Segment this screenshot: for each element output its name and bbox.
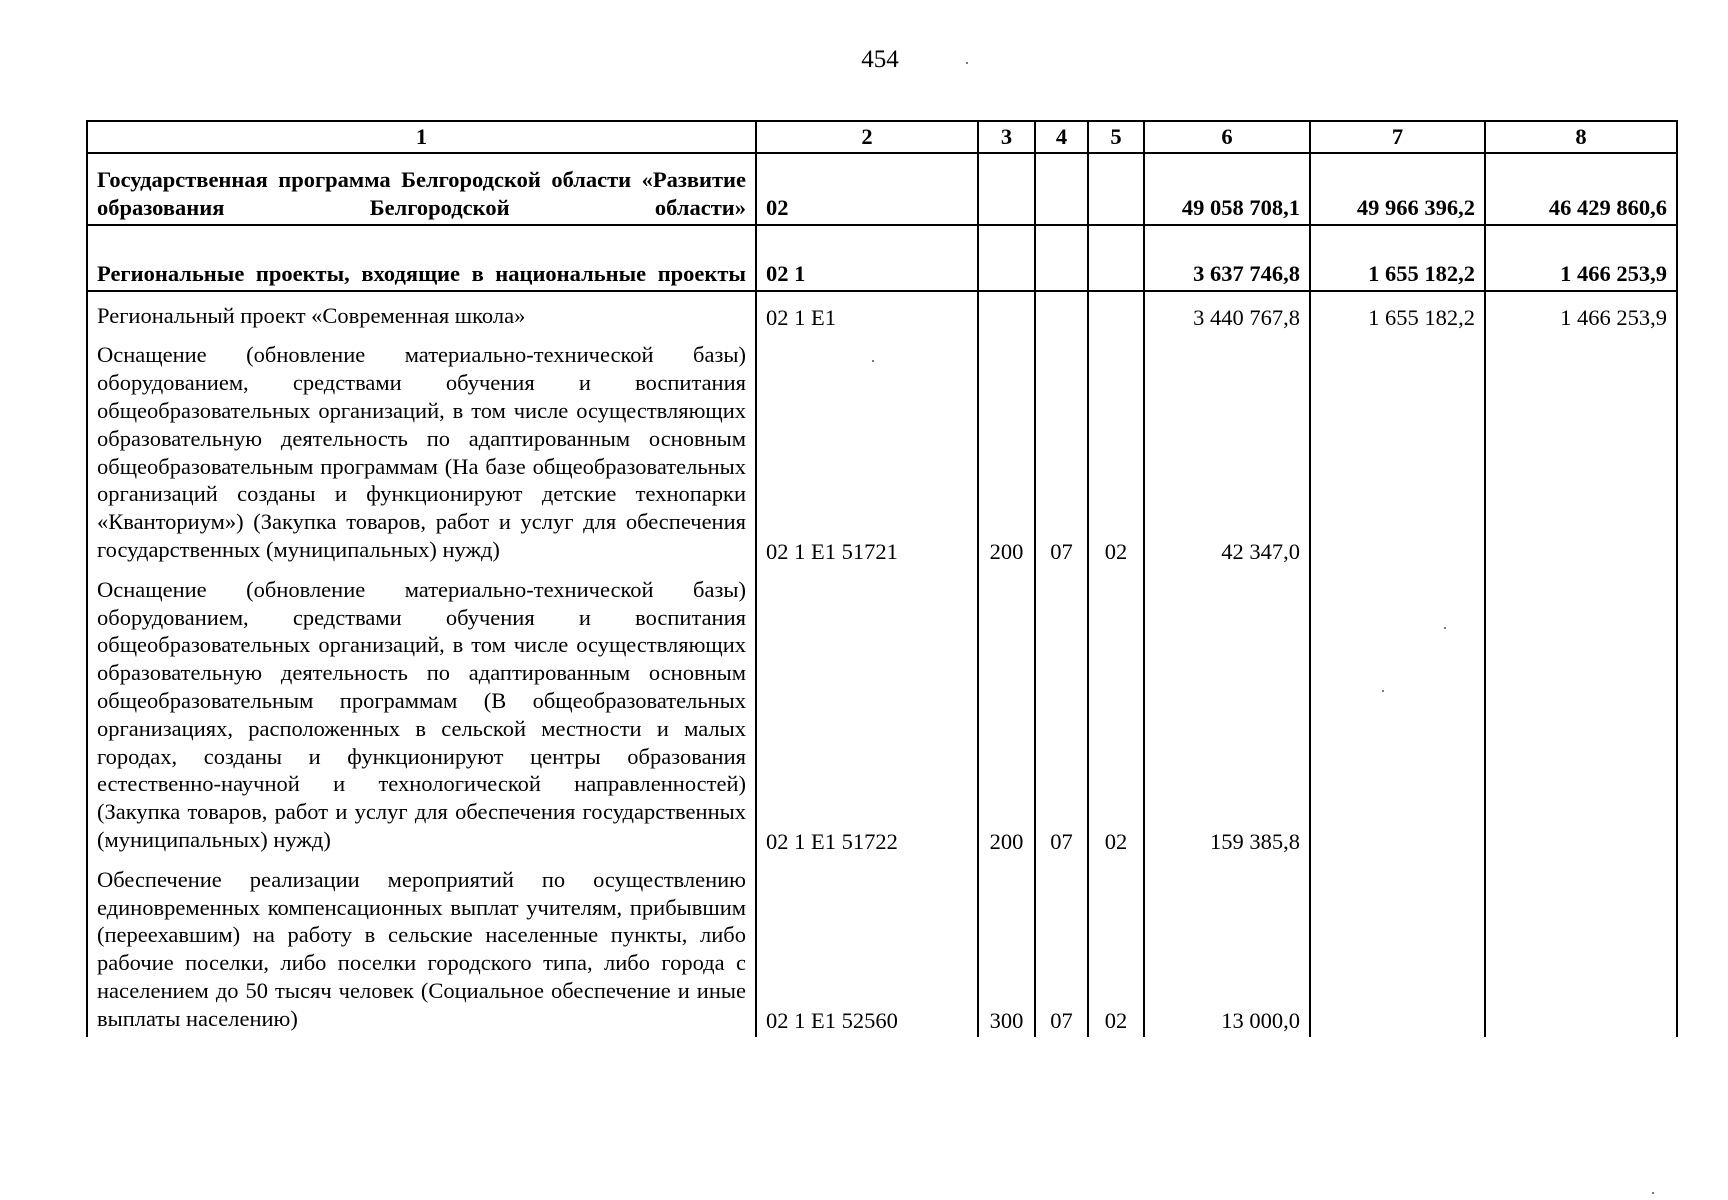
header-col-1: 1 bbox=[87, 121, 756, 153]
row-value-6: 42 347,0 bbox=[1144, 333, 1310, 567]
header-col-3: 3 bbox=[978, 121, 1035, 153]
budget-table bbox=[86, 120, 1678, 1037]
row-value-7: 1 655 182,2 bbox=[1310, 291, 1485, 334]
row-col-3: 200 bbox=[978, 333, 1035, 567]
row-name: Государственная программа Белгородской области «Развитие образования Белгородской области» bbox=[87, 153, 756, 225]
row-name: Региональный проект «Современная школа» bbox=[87, 291, 756, 334]
row-value-7 bbox=[1310, 858, 1485, 1037]
row-code: 02 1 E1 bbox=[756, 291, 978, 334]
row-col-4: 07 bbox=[1035, 858, 1088, 1037]
row-code: 02 1 E1 51721 bbox=[756, 333, 978, 567]
row-value-6: 13 000,0 bbox=[1144, 858, 1310, 1037]
scan-speck bbox=[1382, 690, 1384, 692]
table-row bbox=[87, 858, 1677, 1037]
header-row bbox=[87, 121, 1677, 153]
row-col-5: 02 bbox=[1088, 568, 1144, 858]
row-col-5 bbox=[1088, 225, 1144, 291]
row-col-4: 07 bbox=[1035, 568, 1088, 858]
row-value-6: 49 058 708,1 bbox=[1144, 153, 1310, 225]
header-col-8: 8 bbox=[1485, 121, 1677, 153]
row-name: Оснащение (обновление материально-технической базы) оборудованием, средствами обучения и воспитания общеобразовательных организаций, в том числе осуществляющих образовательную деятельность по адаптированным основным общеобразовательным программам (В общеобразовательных организациях, расположенных в сельской местности и малых городах, созданы и функционируют центры образования естественно-научной и технологической направленностей) (Закупка товаров, работ и услуг для обеспечения государственных (муниципальных) нужд) bbox=[87, 568, 756, 858]
row-value-7: 49 966 396,2 bbox=[1310, 153, 1485, 225]
scan-speck bbox=[966, 62, 968, 64]
row-name: Оснащение (обновление материально-технической базы) оборудованием, средствами обучения и воспитания общеобразовательных организаций, в том числе осуществляющих образовательную деятельность по адаптированным основным общеобразовательным программам (На базе общеобразовательных организаций созданы и функционируют детские технопарки «Кванториум») (Закупка товаров, работ и услуг для обеспечения государственных (муниципальных) нужд) bbox=[87, 333, 756, 567]
row-value-8 bbox=[1485, 858, 1677, 1037]
table-row bbox=[87, 568, 1677, 858]
row-col-5: 02 bbox=[1088, 333, 1144, 567]
row-col-3: 200 bbox=[978, 568, 1035, 858]
row-col-3 bbox=[978, 225, 1035, 291]
row-col-5 bbox=[1088, 291, 1144, 334]
header-col-7: 7 bbox=[1310, 121, 1485, 153]
program-row bbox=[87, 153, 1677, 225]
row-value-6: 3 440 767,8 bbox=[1144, 291, 1310, 334]
row-value-7: 1 655 182,2 bbox=[1310, 225, 1485, 291]
row-value-6: 3 637 746,8 bbox=[1144, 225, 1310, 291]
row-value-7 bbox=[1310, 568, 1485, 858]
scan-speck bbox=[872, 360, 874, 362]
header-col-6: 6 bbox=[1144, 121, 1310, 153]
row-col-4 bbox=[1035, 225, 1088, 291]
row-col-5: 02 bbox=[1088, 858, 1144, 1037]
regional-projects-row bbox=[87, 225, 1677, 291]
row-value-8: 1 466 253,9 bbox=[1485, 291, 1677, 334]
row-col-5 bbox=[1088, 153, 1144, 225]
row-value-8 bbox=[1485, 333, 1677, 567]
header-col-5: 5 bbox=[1088, 121, 1144, 153]
row-value-8: 1 466 253,9 bbox=[1485, 225, 1677, 291]
row-col-3 bbox=[978, 291, 1035, 334]
scan-speck bbox=[1652, 1192, 1654, 1194]
row-col-3: 300 bbox=[978, 858, 1035, 1037]
row-col-4: 07 bbox=[1035, 333, 1088, 567]
row-code: 02 1 E1 51722 bbox=[756, 568, 978, 858]
row-name: Обеспечение реализации мероприятий по осуществлению единовременных компенсационных выплат учителям, прибывшим (переехавшим) на работу в сельские населенные пункты, либо рабочие поселки, либо поселки городского типа, либо города с населением до 50 тысяч человек (Социальное обеспечение и иные выплаты населению) bbox=[87, 858, 756, 1037]
row-code: 02 bbox=[756, 153, 978, 225]
scan-speck bbox=[1444, 627, 1446, 629]
row-value-7 bbox=[1310, 333, 1485, 567]
table-row bbox=[87, 333, 1677, 567]
row-col-3 bbox=[978, 153, 1035, 225]
row-value-6: 159 385,8 bbox=[1144, 568, 1310, 858]
row-name: Региональные проекты, входящие в национальные проекты bbox=[87, 225, 756, 291]
header-col-2: 2 bbox=[756, 121, 978, 153]
row-col-4 bbox=[1035, 153, 1088, 225]
page-number: 454 bbox=[861, 46, 899, 73]
header-col-4: 4 bbox=[1035, 121, 1088, 153]
row-code: 02 1 E1 52560 bbox=[756, 858, 978, 1037]
table-row bbox=[87, 291, 1677, 334]
row-col-4 bbox=[1035, 291, 1088, 334]
row-value-8 bbox=[1485, 568, 1677, 858]
row-value-8: 46 429 860,6 bbox=[1485, 153, 1677, 225]
row-code: 02 1 bbox=[756, 225, 978, 291]
